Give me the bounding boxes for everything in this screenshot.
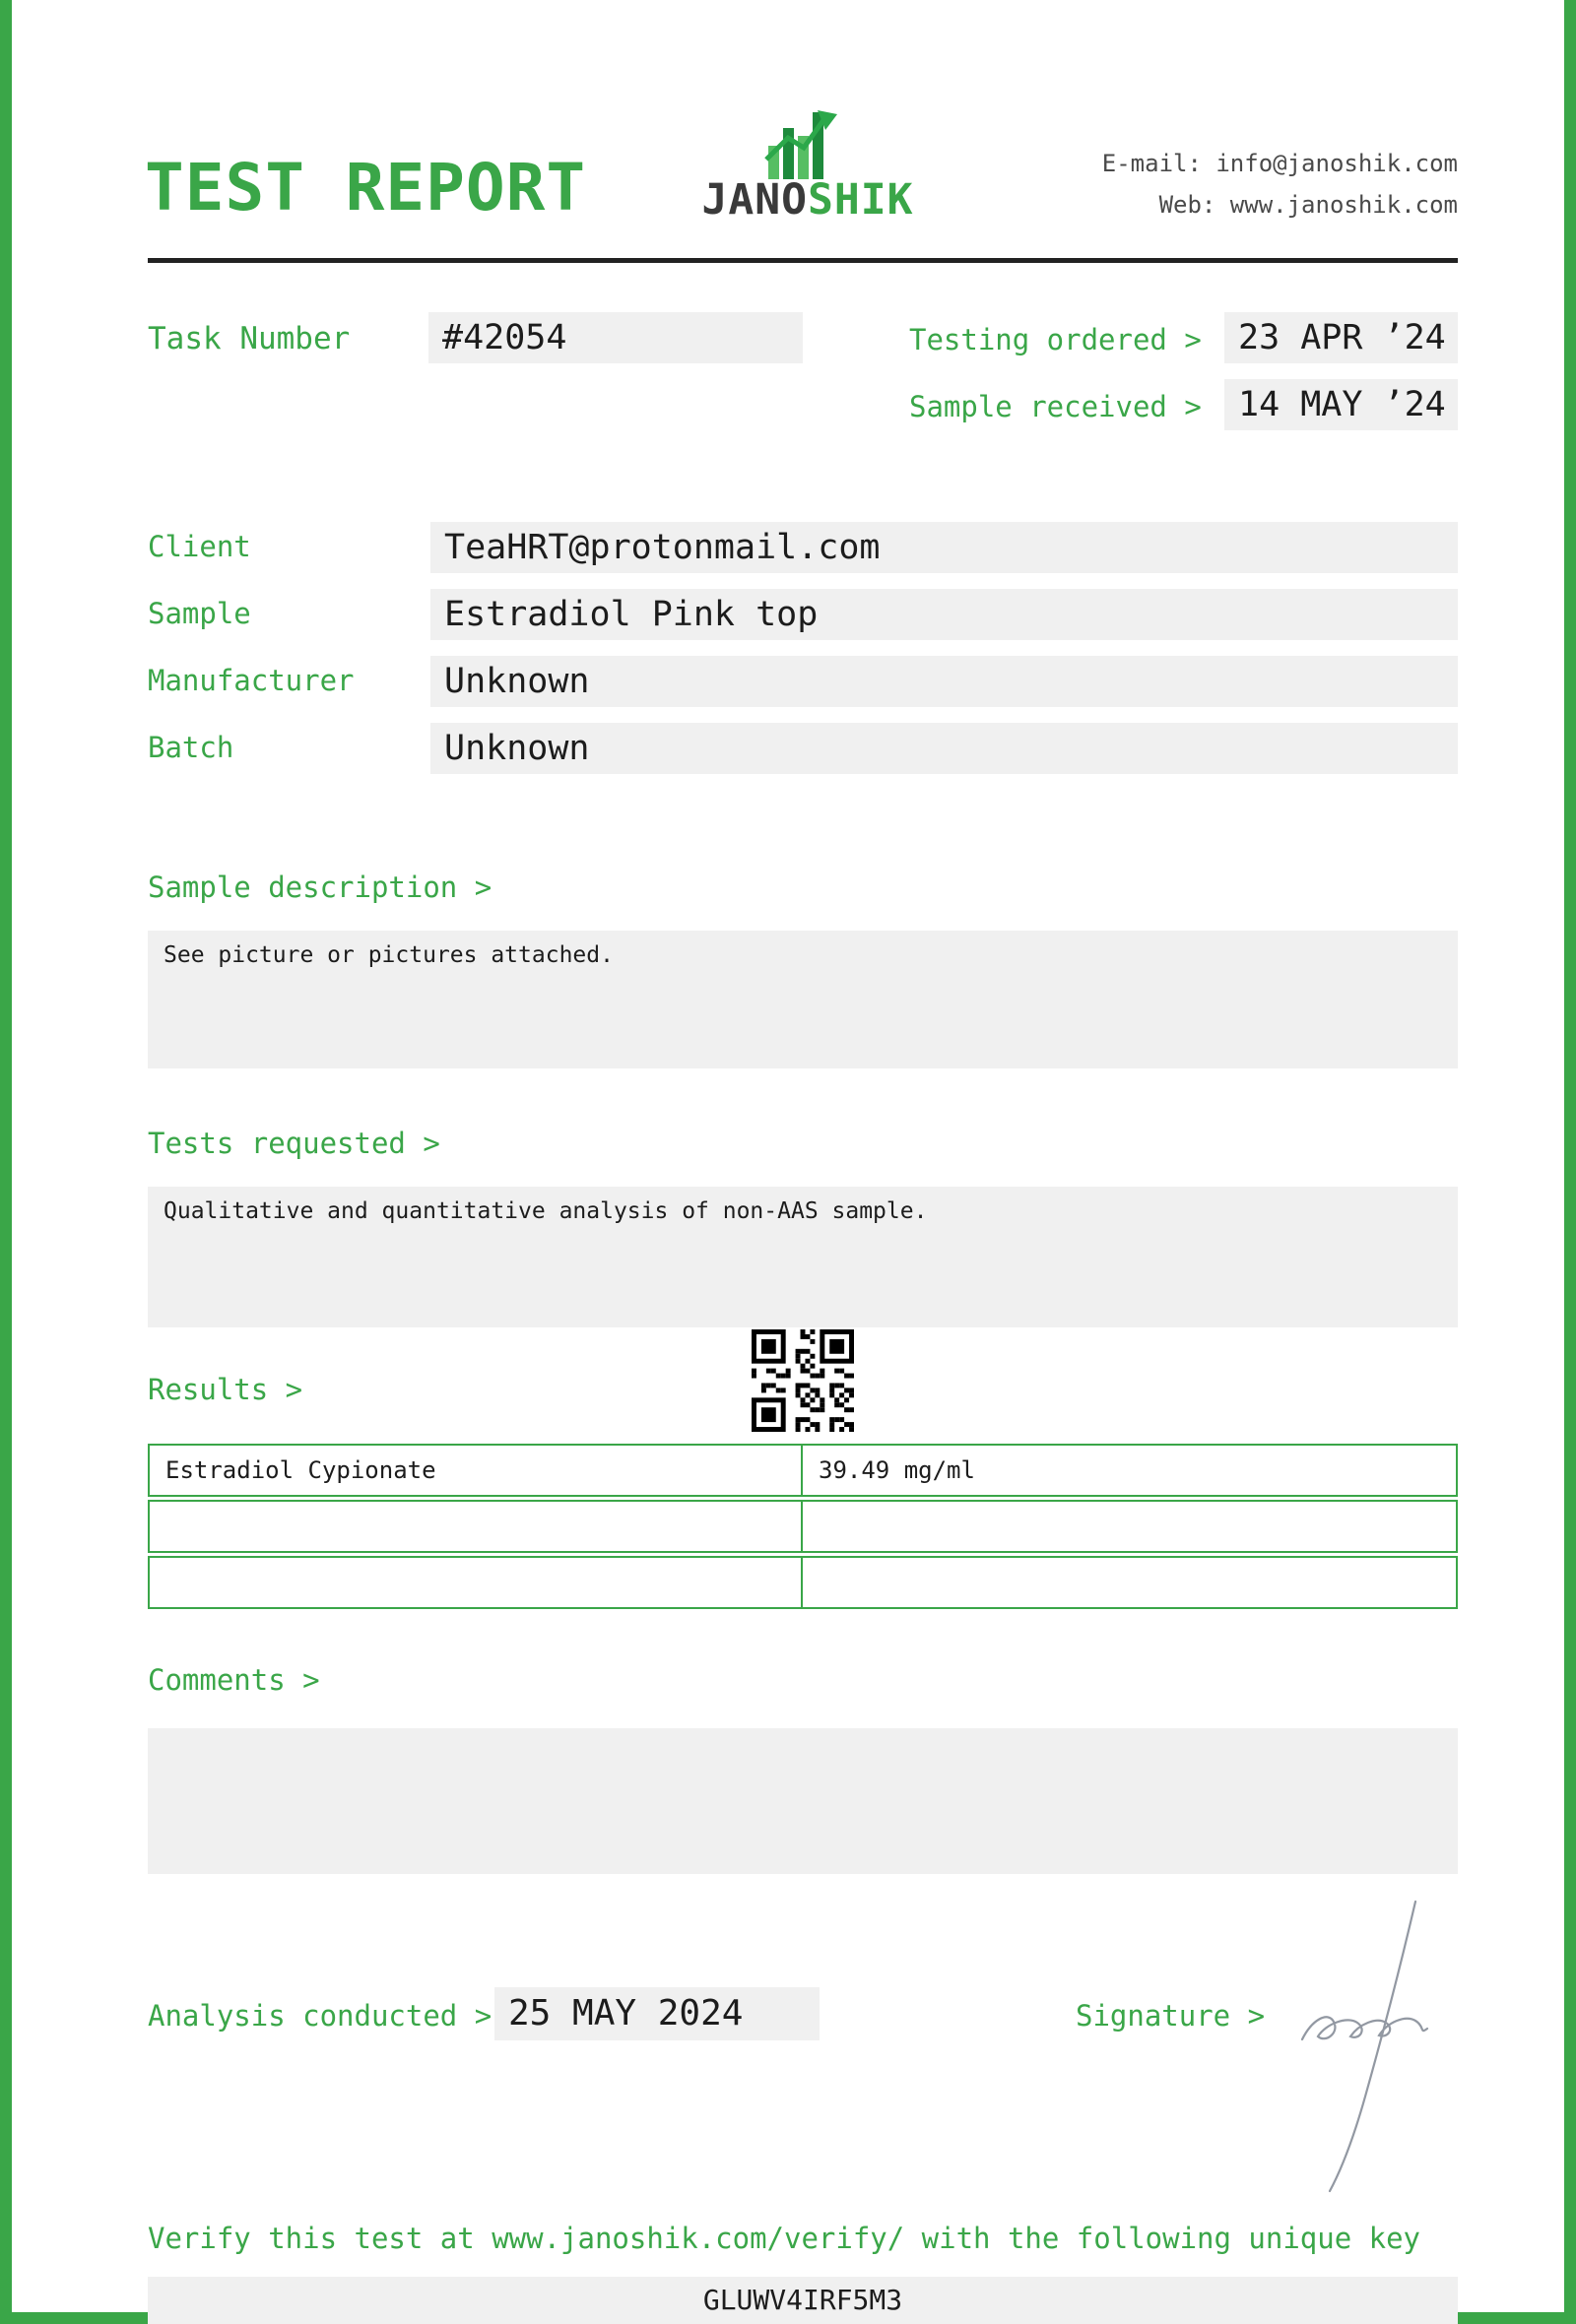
sample-label: Sample — [148, 597, 251, 630]
signature-label: Signature > — [1076, 1999, 1266, 2033]
result-amount — [803, 1558, 1456, 1607]
results-row — [148, 1500, 1458, 1553]
tests-requested-box — [148, 1187, 1458, 1327]
sample-value: Estradiol Pink top — [430, 589, 1458, 640]
results-row — [148, 1556, 1458, 1609]
verify-key: GLUWV4IRF5M3 — [148, 2277, 1458, 2324]
result-amount — [803, 1502, 1456, 1551]
sample-received-date: 14 MAY ’24 — [1224, 379, 1458, 430]
comments-box — [148, 1728, 1458, 1874]
results-label: Results > — [148, 1373, 303, 1406]
batch-label: Batch — [148, 731, 234, 764]
sample-received-label: Sample received > — [909, 390, 1202, 423]
qr-code — [752, 1329, 854, 1432]
logo-shik: SHIK — [808, 175, 914, 225]
page-title: TEST REPORT — [145, 150, 587, 226]
contact-web: Web: www.janoshik.com — [1158, 191, 1458, 219]
analysis-conducted-label: Analysis conducted > — [148, 1999, 492, 2033]
task-number-value: #42054 — [428, 312, 803, 363]
batch-value: Unknown — [430, 723, 1458, 774]
manufacturer-value: Unknown — [430, 656, 1458, 707]
task-number-label: Task Number — [148, 321, 351, 356]
testing-ordered-date: 23 APR ’24 — [1224, 312, 1458, 363]
result-substance: Estradiol Cypionate — [150, 1446, 803, 1495]
result-amount: 39.49 mg/ml — [819, 1456, 975, 1484]
client-value: TeaHRT@protonmail.com — [430, 522, 1458, 573]
janoshik-logo-text — [690, 175, 926, 225]
analysis-date-value: 25 MAY 2024 — [494, 1987, 820, 2040]
result-substance — [150, 1502, 803, 1551]
sample-description-label: Sample description > — [148, 871, 492, 904]
contact-block — [1102, 143, 1458, 226]
page-border-right — [1564, 0, 1576, 2324]
logo-jano: JANO — [701, 175, 808, 225]
testing-ordered-label: Testing ordered > — [909, 323, 1202, 356]
page-border-left — [0, 0, 12, 2324]
janoshik-logo-icon — [760, 102, 851, 181]
results-row — [148, 1444, 1458, 1497]
sample-description-box — [148, 931, 1458, 1068]
header-divider — [148, 258, 1458, 263]
manufacturer-label: Manufacturer — [148, 664, 355, 697]
result-substance — [150, 1558, 803, 1607]
sample-description-text: See picture or pictures attached. — [164, 942, 614, 968]
verify-instruction: Verify this test at www.janoshik.com/verify/ with the following unique key — [148, 2222, 1421, 2255]
comments-label: Comments > — [148, 1663, 320, 1697]
tests-requested-label: Tests requested > — [148, 1127, 440, 1160]
tests-requested-text: Qualitative and quantitative analysis of non-AAS sample. — [164, 1198, 928, 1224]
client-label: Client — [148, 530, 251, 563]
contact-email: E-mail: info@janoshik.com — [1101, 150, 1458, 177]
results-table — [148, 1444, 1458, 1609]
signature-image — [1290, 1896, 1438, 2196]
